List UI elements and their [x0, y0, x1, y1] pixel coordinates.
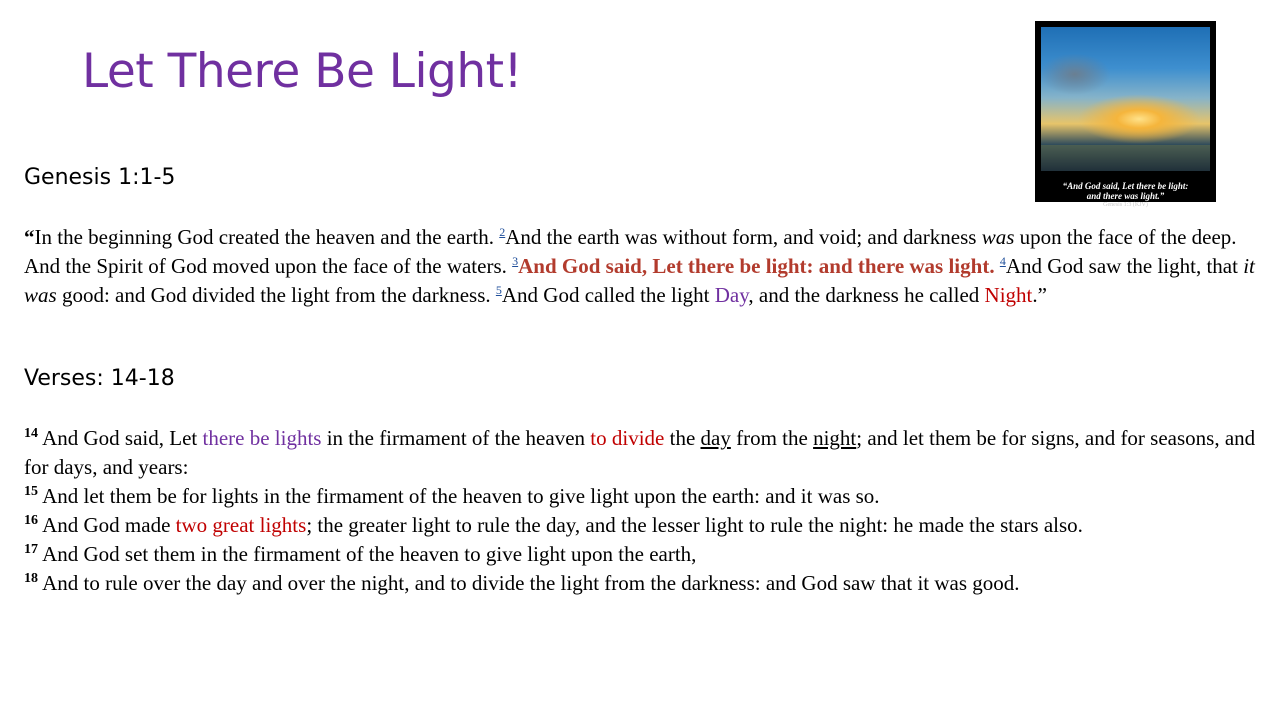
verse-3-text: And God said, Let there be light: and there was light. [518, 254, 995, 278]
verse-4-number[interactable]: 4 [999, 254, 1006, 268]
sky-picture [1041, 27, 1210, 145]
verse-15-text: And let them be for lights in the firmament of the heaven to give light upon the earth: and it was so. [38, 484, 880, 508]
verse-17-number: 17 [24, 542, 38, 557]
verse-1-text: In the beginning God created the heaven and the earth. [34, 225, 500, 249]
verse-5-text-b: , and the darkness he called [748, 283, 985, 307]
image-reference: Genesis 1:3 (KJV) [1103, 202, 1148, 208]
verse-14-number: 14 [24, 426, 38, 441]
slide-title: Let There Be Light! [82, 44, 522, 99]
genesis-passage [24, 223, 1264, 310]
verse-14-text-b: in the firmament of the heaven [321, 426, 591, 450]
verse-18-text: And to rule over the day and over the night, and to divide the light from the darkness: and God saw that it was good. [38, 571, 1020, 595]
verse-5-text-c: .” [1032, 283, 1047, 307]
section-heading-genesis: Genesis 1:1-5 [24, 165, 176, 190]
verse-2-text-a: And the earth was without form, and void; and darkness [505, 225, 982, 249]
verse-4-it-was: it was [24, 254, 1255, 307]
verse-5-night: Night [984, 283, 1033, 307]
verse-16-text-b: ; the greater light to rule the day, and the lesser light to rule the night: he made the stars also. [306, 513, 1083, 537]
verse-14-text-e: ; and let them be for signs, and for seasons, and for days, and years: [24, 426, 1256, 479]
verse-16-number: 16 [24, 513, 38, 528]
verse-3-number[interactable]: 3 [512, 254, 519, 268]
verse-16 [24, 511, 1264, 540]
verse-5-day: Day [714, 283, 749, 307]
image-caption-line-1: “And God said, Let there be light: [1062, 181, 1189, 191]
verse-2-number[interactable]: 2 [499, 225, 506, 239]
verse-16-text-a: And God made [38, 513, 176, 537]
verse-15-number: 15 [24, 484, 38, 499]
verse-18-number: 18 [24, 571, 38, 586]
verse-18 [24, 569, 1264, 598]
verse-2-text-b: upon the face of the deep. And the Spirit of God moved upon the face of the waters. [24, 225, 1237, 278]
verse-17-text: And God set them in the firmament of the heaven to give light upon the earth, [38, 542, 697, 566]
verse-14-lights: there be lights [202, 426, 322, 450]
verses-passage [24, 424, 1264, 598]
verse-15 [24, 482, 1264, 511]
verse-14-text-c: the [664, 426, 701, 450]
verse-16-great-lights: two great lights [175, 513, 307, 537]
verse-14-day: day [700, 426, 731, 450]
verse-14-text-a: And God said, Let [38, 426, 203, 450]
verse-5-number[interactable]: 5 [495, 283, 502, 297]
sea-picture [1041, 145, 1210, 171]
verse-5-text-a: And God called the light [501, 283, 715, 307]
verse-4-text-b: good: and God divided the light from the darkness. [56, 283, 496, 307]
verse-14-text-d: from the [730, 426, 814, 450]
sunrise-image [1035, 21, 1216, 208]
verse-4-text-a: And God saw the light, that [1005, 254, 1244, 278]
open-quote: “ [24, 225, 35, 249]
verse-14-divide: to divide [590, 426, 665, 450]
image-caption-line-2: and there was light.” [1086, 191, 1165, 201]
image-caption [1041, 181, 1210, 201]
section-heading-verses: Verses: 14-18 [24, 366, 175, 391]
verse-2-was: was [981, 225, 1015, 249]
verse-14 [24, 424, 1264, 482]
verse-17 [24, 540, 1264, 569]
verse-14-night: night [813, 426, 857, 450]
